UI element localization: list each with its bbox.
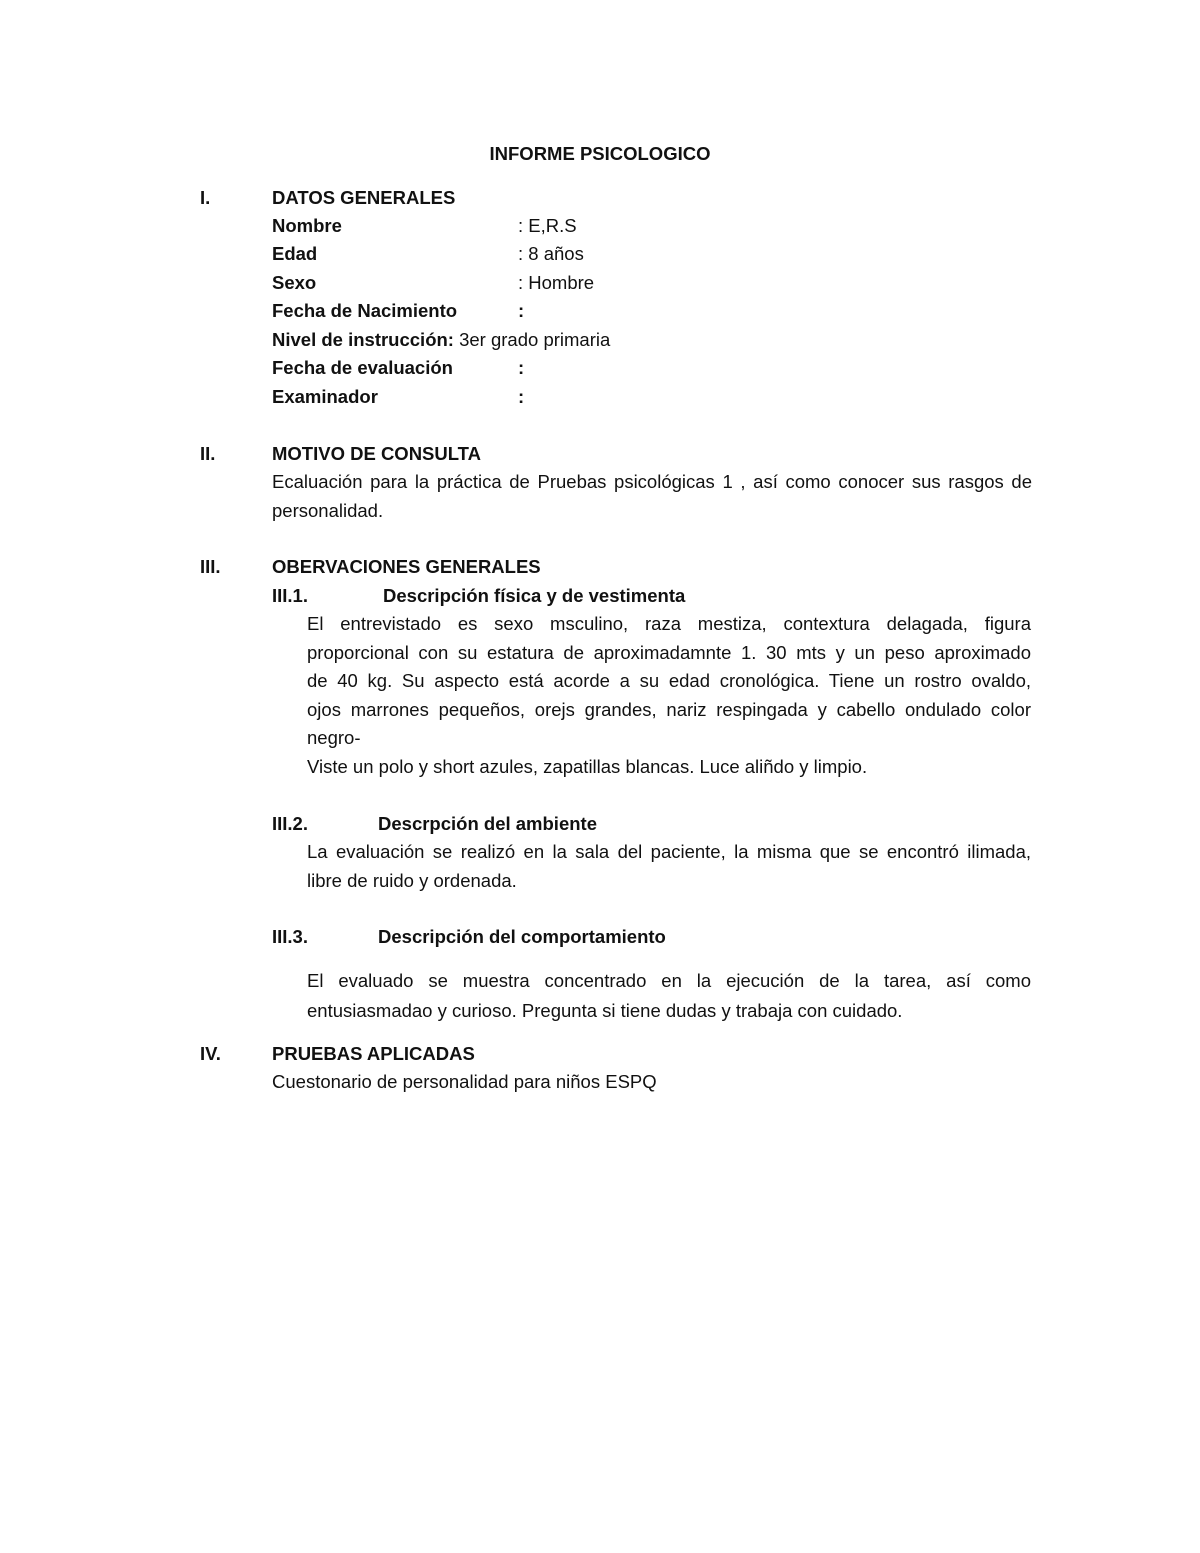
section-1-number: I. (200, 187, 211, 208)
field-sexo-value: : Hombre (518, 272, 595, 293)
subsection-3-3-title: Descripción del comportamiento (378, 926, 666, 947)
section-2-number: II. (200, 443, 216, 464)
subsection-3-3-line: El evaluado se muestra concentrado en la ejecución de la tarea, así como (307, 970, 1031, 991)
subsection-3-2-line: La evaluación se realizó en la sala del paciente, la misma que se encontró ilimada, (307, 841, 1031, 862)
field-examinador-label: Examinador (272, 386, 378, 407)
section-2-paragraph (272, 468, 1032, 525)
subsection-3-3-line: entusiasmadao y curioso. Pregunta si tiene dudas y trabaja con cuidado. (307, 1000, 903, 1021)
field-fecha-nacimiento-label: Fecha de Nacimiento (272, 300, 458, 321)
section-3-number: III. (200, 556, 221, 577)
subsection-3-2-title: Descrpción del ambiente (378, 813, 597, 834)
subsection-3-1-line: El entrevistado es sexo msculino, raza mestiza, contextura delagada, figura (307, 613, 1031, 634)
field-fecha-evaluacion-label: Fecha de evaluación (272, 357, 453, 378)
subsection-3-1-paragraph (307, 610, 1031, 781)
subsection-3-3-number: III.3. (272, 926, 308, 947)
section-2-title: MOTIVO DE CONSULTA (272, 443, 481, 464)
subsection-3-1-line: Viste un polo y short azules, zapatillas blancas. Luce aliñdo y limpio. (307, 755, 868, 777)
subsection-3-1-line: de 40 kg. Su aspecto está acorde a su edad cronológica. Tiene un rostro ovaldo, (307, 670, 1031, 691)
field-fecha-evaluacion-value: : (518, 357, 525, 378)
field-fecha-nacimiento-value: : (518, 300, 525, 321)
field-nivel-label: Nivel de instrucción: (272, 329, 454, 350)
subsection-3-1-title: Descripción física y de vestimenta (383, 585, 686, 606)
field-nombre-label: Nombre (272, 215, 342, 236)
field-nivel (272, 326, 610, 355)
document-title: INFORME PSICOLOGICO (489, 143, 711, 164)
section-1-title: DATOS GENERALES (272, 187, 456, 208)
field-nivel-value: 3er grado primaria (453, 329, 611, 350)
section-4-number: IV. (200, 1043, 221, 1064)
subsection-3-2-number: III.2. (272, 813, 308, 834)
section-4-title: PRUEBAS APLICADAS (272, 1043, 475, 1064)
section-4-paragraph (272, 1068, 1032, 1097)
subsection-3-1-line: proporcional con su estatura de aproximadamnte 1. 30 mts y un peso aproximado (307, 641, 1031, 663)
section-2-line: Ecaluación para la práctica de Pruebas psicológicas 1 , así como conocer sus rasgos de (272, 471, 1032, 492)
section-3-title: OBERVACIONES GENERALES (272, 556, 541, 577)
subsection-3-3-paragraph (307, 966, 1031, 1026)
field-edad-label: Edad (272, 243, 318, 264)
subsection-3-1-line: ojos marrones pequeños, orejs grandes, nariz respingada y cabello ondulado color (307, 698, 1031, 720)
subsection-3-1-line: negro- (307, 727, 361, 748)
subsection-3-1-number: III.1. (272, 585, 308, 606)
subsection-3-2-paragraph (307, 838, 1031, 895)
field-sexo-label: Sexo (272, 272, 317, 293)
field-examinador-value: : (518, 386, 525, 407)
section-2-line: personalidad. (272, 499, 384, 521)
field-edad-value: : 8 años (518, 243, 584, 264)
field-nombre-value: : E,R.S (518, 215, 577, 236)
section-4-line: Cuestonario de personalidad para niños ESPQ (272, 1071, 657, 1092)
subsection-3-2-line: libre de ruido y ordenada. (307, 869, 517, 891)
